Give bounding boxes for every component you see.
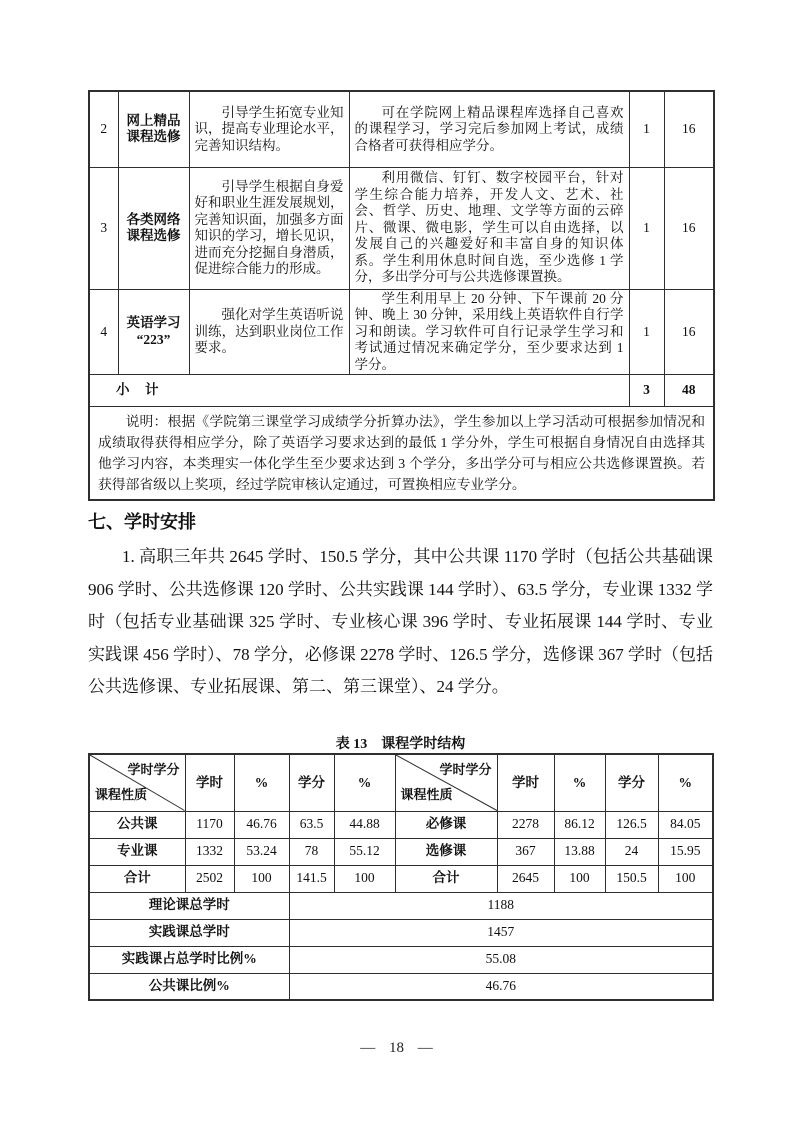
third-classroom-course-table [88,90,715,501]
cell-value: 2278 [497,811,554,838]
course-hours: 16 [664,167,714,289]
course-purpose [189,167,349,289]
course-purpose [189,91,349,167]
course-name-line2: 课程选修 [126,129,181,145]
table-row [89,811,713,838]
course-name-line1: 各类网络 [126,211,181,227]
hours-table-title: 表 13 课程学时结构 [335,737,466,752]
cell-value: 44.88 [334,811,395,838]
cell-value: 2502 [185,865,234,892]
corner-header-right [395,754,497,811]
row-label: 合计 [89,865,185,892]
cell-value: 100 [554,865,605,892]
table-note-text: 说明：根据《学院第三课堂学习成绩学分折算办法》，学生参加以上学习活动可根据参加情况和成绩取得获得相应学分，除了英语学习要求达到的最低 1 学分外，学生可根据自身情况自由选择其他学习内容，本类理实一体化学生至少要求达到 3 个学分，多出学分可与相应公共选修课置换。若获得部省级以上奖项，经过学院审核认定通过，可置换相应专业学分。 [98,414,705,492]
table-row [89,91,714,167]
course-content [349,289,629,375]
cell-value: 78 [289,838,334,865]
col-header-credits: 学分 [289,754,334,811]
course-name [118,167,189,289]
summary-label: 实践课总学时 [89,919,289,946]
cell-value: 141.5 [289,865,334,892]
table-row [89,289,714,375]
cell-value: 46.76 [234,811,289,838]
cell-value: 53.24 [234,838,289,865]
subtotal-row [89,375,714,407]
course-row-number: 4 [89,289,118,375]
summary-row [89,892,713,919]
row-label: 选修课 [395,838,497,865]
course-name [118,289,189,375]
summary-label: 公共课比例% [89,973,289,1000]
course-content-text: 学生利用早上 20 分钟、下午课前 20 分钟、晚上 30 分钟，采用线上英语软件自行学习和朗读。学习软件可自行记录学生学习和考试通过情况来确定学分，至少要求达到 1 学分。 [354,290,624,372]
course-credits: 1 [629,289,664,375]
page-number: — 18 — [360,1040,433,1056]
course-hours-structure-table [88,753,714,1001]
col-header-credits: 学分 [605,754,658,811]
course-row-number: 3 [89,167,118,289]
subtotal-hours: 48 [664,375,714,407]
cell-value: 86.12 [554,811,605,838]
course-content-text: 利用微信、钉钉、数字校园平台，针对学生综合能力培养，开发人文、艺术、社会、哲学、历史、地理、文学等方面的云碎片、微课、微电影，学生可以自由选择，以发展自己的兴趣爱好和丰富自身的知识体系。学生利用休息时间自选，至少选修 1 学分，多出学分可与公共选修课置换。 [354,170,624,285]
cell-value: 367 [497,838,554,865]
row-label: 公共课 [89,811,185,838]
course-name-line1: 英语学习 [126,315,181,331]
summary-row [89,946,713,973]
cell-value: 55.12 [334,838,395,865]
course-name-line2: 课程选修 [126,228,181,243]
summary-label: 实践课占总学时比例% [89,946,289,973]
row-label: 专业课 [89,838,185,865]
section-heading: 七、学时安排 [88,512,196,532]
cell-value: 2645 [497,865,554,892]
cell-value: 84.05 [658,811,713,838]
row-label: 合计 [395,865,497,892]
summary-value: 1188 [289,892,713,919]
corner-label-bottom: 课程性质 [400,787,453,802]
summary-row [89,973,713,1000]
course-content [349,167,629,289]
row-label: 必修课 [395,811,497,838]
corner-label-top: 学时学分 [439,762,492,777]
cell-value: 63.5 [289,811,334,838]
total-row [89,865,713,892]
cell-value: 15.95 [658,838,713,865]
course-credits: 1 [629,91,664,167]
course-purpose [189,289,349,375]
course-hours: 16 [664,91,714,167]
course-row-number: 2 [89,91,118,167]
col-header-percent: % [334,754,395,811]
course-hours: 16 [664,289,714,375]
course-name [118,91,189,167]
summary-row [89,919,713,946]
cell-value: 1170 [185,811,234,838]
table-row [89,838,713,865]
course-credits: 1 [629,167,664,289]
summary-label: 理论课总学时 [89,892,289,919]
cell-value: 100 [334,865,395,892]
table-note [89,407,714,501]
summary-value: 55.08 [289,946,713,973]
cell-value: 1332 [185,838,234,865]
summary-value: 1457 [289,919,713,946]
col-header-percent: % [234,754,289,811]
course-name-line1: 网上精品 [126,112,181,128]
cell-value: 126.5 [605,811,658,838]
col-header-percent: % [554,754,605,811]
corner-label-bottom: 课程性质 [95,787,148,802]
subtotal-credits: 3 [629,375,664,407]
course-name-line2: “223” [136,331,171,347]
header-row [89,754,713,811]
col-header-hours: 学时 [497,754,554,811]
col-header-hours: 学时 [185,754,234,811]
table-row [89,167,714,289]
note-row [89,407,714,501]
corner-label-top: 学时学分 [127,762,180,777]
course-purpose-text: 引导学生拓宽专业知识，提高专业理论水平，完善知识结构。 [194,104,344,153]
corner-header-left [89,754,185,811]
summary-value: 46.76 [289,973,713,1000]
cell-value: 100 [658,865,713,892]
course-purpose-text: 引导学生根据自身爱好和职业生涯发展规划，完善知识面，加强多方面知识的学习，增长见识，进而充分挖掘自身潜质，促进综合能力的形成。 [194,178,344,276]
subtotal-label: 小 计 [89,375,629,407]
col-header-percent: % [658,754,713,811]
cell-value: 100 [234,865,289,892]
course-content-text: 可在学院网上精品课程库选择自己喜欢的课程学习，学习完后参加网上考试，成绩合格者可获得相应学分。 [354,104,624,153]
section-paragraph: 1. 高职三年共 2645 学时、150.5 学分，其中公共课 1170 学时（包括公共基础课 906 学时、公共选修课 120 学时、公共实践课 144 学时）、63.5 学分，专业课 1332 学时（包括专业基础课 325 学时、专业核心课 396 学时、专业拓展课 144 学时、专业实践课 456 学时）、78 学分，必修课 2278 学时、126.5 学分，选修课 367 学时（包括公共选修课、专业拓展课、第二、第三课堂）、24 学分。 [88,547,713,696]
cell-value: 150.5 [605,865,658,892]
course-purpose-text: 强化对学生英语听说训练，达到职业岗位工作要求。 [194,307,344,355]
cell-value: 24 [605,838,658,865]
course-content [349,91,629,167]
cell-value: 13.88 [554,838,605,865]
